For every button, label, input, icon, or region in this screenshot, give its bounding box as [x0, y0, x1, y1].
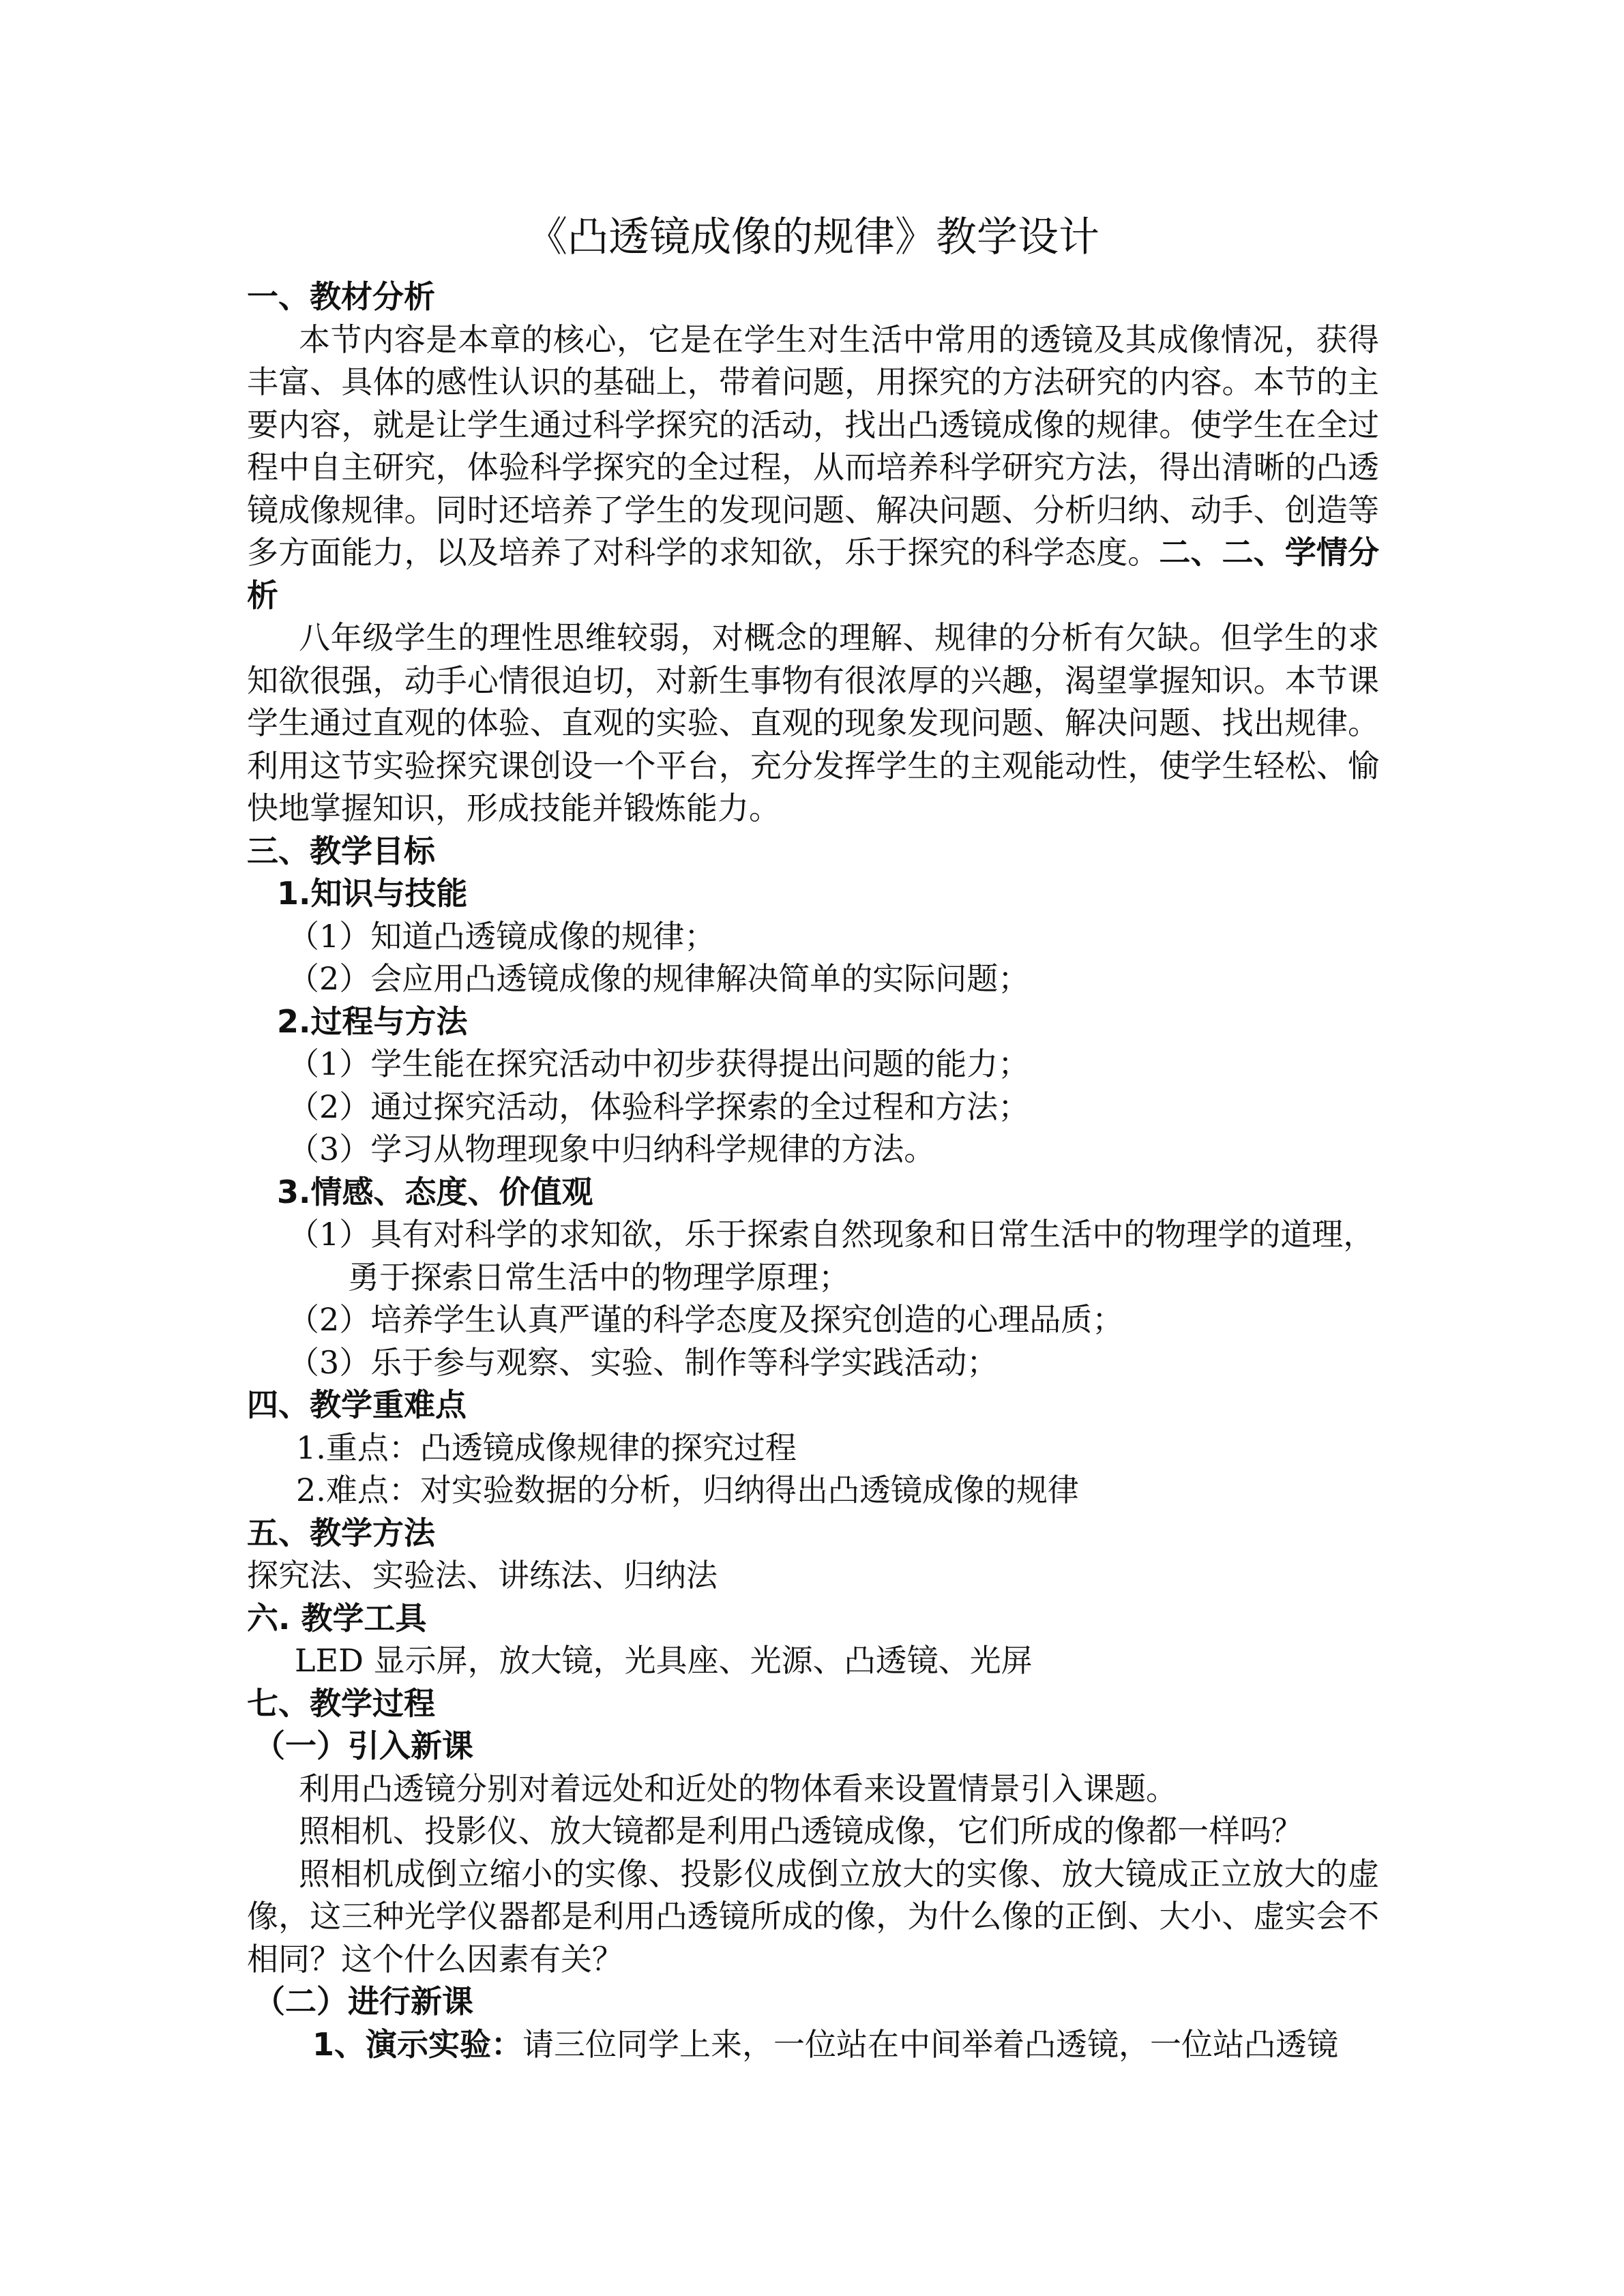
list-item: （1）知道凸透镜成像的规律；	[288, 917, 716, 955]
demo-paragraph	[247, 2023, 1379, 2066]
section-1-heading: 一、教材分析	[247, 278, 435, 315]
section-5-heading: 五、教学方法	[247, 1514, 435, 1551]
demo-label: 1、演示实验：	[312, 2025, 523, 2063]
section-2-heading: 二、二、学情分析	[247, 534, 1380, 614]
list-item: （3）学习从物理现象中归纳科学规律的方法。	[288, 1131, 936, 1167]
section-7-heading: 七、教学过程	[247, 1684, 435, 1722]
list-item: （1）具有对科学的求知欲，乐于探索自然现象和日常生活中的物理学的道理，勇于探索日常生活中的物理学原理；	[288, 1216, 1375, 1296]
subsection-intro-heading: （一）引入新课	[254, 1727, 473, 1764]
knowledge-skills-heading: 1.知识与技能	[277, 875, 468, 912]
list-item: 2.难点：对实验数据的分析，归纳得出凸透镜成像的规律	[296, 1472, 1079, 1508]
paragraph: 照相机、投影仪、放大镜都是利用凸透镜成像，它们所成的像都一样吗？	[299, 1813, 1303, 1849]
emotion-values-heading: 3.情感、态度、价值观	[277, 1173, 593, 1210]
demo-text: 请三位同学上来，一位站在中间举着凸透镜，一位站凸透镜	[522, 2025, 1339, 2063]
section-6-body: LED 显示屏，放大镜，光具座、光源、凸透镜、光屏	[295, 1642, 1033, 1679]
subsection-new-lesson-heading: （二）进行新课	[254, 1983, 473, 2020]
section-5-body: 探究法、实验法、讲练法、归纳法	[247, 1557, 718, 1594]
section-2-paragraph: 八年级学生的理性思维较弱，对概念的理解、规律的分析有欠缺。但学生的求知欲很强，动手心情很迫切，对新生事物有很浓厚的兴趣，渴望掌握知识。本节课学生通过直观的体验、直观的实验、直观的现象发现问题、解决问题、找出规律。利用这节实验探究课创设一个平台，充分发挥学生的主观能动性，使学生轻松、愉快地掌握知识，形成技能并锻炼能力。	[247, 619, 1379, 826]
process-method-heading: 2.过程与方法	[277, 1002, 468, 1040]
list-item: 1.重点：凸透镜成像规律的探究过程	[296, 1429, 797, 1466]
section-1-body: 本节内容是本章的核心，它是在学生对生活中常用的透镜及其成像情况，获得丰富、具体的感性认识的基础上，带着问题，用探究的方法研究的内容。本节的主要内容，就是让学生通过科学探究的活动，找出凸透镜成像的规律。使学生在全过程中自主研究，体验科学探究的全过程，从而培养科学研究方法，得出清晰的凸透镜成像规律。同时还培养了学生的发现问题、解决问题、分析归纳、动手、创造等多方面能力，以及培养了对科学的求知欲，乐于探究的科学态度。	[247, 320, 1379, 571]
document-title: 《凸透镜成像的规律》教学设计	[527, 213, 1099, 261]
list-item: （2）会应用凸透镜成像的规律解决简单的实际问题；	[288, 960, 1030, 997]
section-3-heading: 三、教学目标	[247, 832, 435, 869]
paragraph: 利用凸透镜分别对着远处和近处的物体看来设置情景引入课题。	[299, 1770, 1177, 1807]
list-item: （1）学生能在探究活动中初步获得提出问题的能力；	[288, 1045, 1030, 1082]
section-4-heading: 四、教学重难点	[247, 1386, 467, 1423]
section-1-paragraph	[247, 318, 1379, 617]
document-body	[247, 205, 1379, 2066]
list-item: （3）乐于参与观察、实验、制作等科学实践活动；	[288, 1343, 999, 1381]
section-6-heading: 六. 教学工具	[247, 1599, 427, 1637]
list-item: （2）培养学生认真严谨的科学态度及探究创造的心理品质；	[288, 1301, 1124, 1338]
paragraph: 照相机成倒立缩小的实像、投影仪成倒立放大的实像、放大镜成正立放大的虚像，这三种光学仪器都是利用凸透镜所成的像，为什么像的正倒、大小、虚实会不相同？这个什么因素有关？	[247, 1855, 1379, 1978]
list-item: （2）通过探究活动，体验科学探索的全过程和方法；	[288, 1088, 1030, 1125]
